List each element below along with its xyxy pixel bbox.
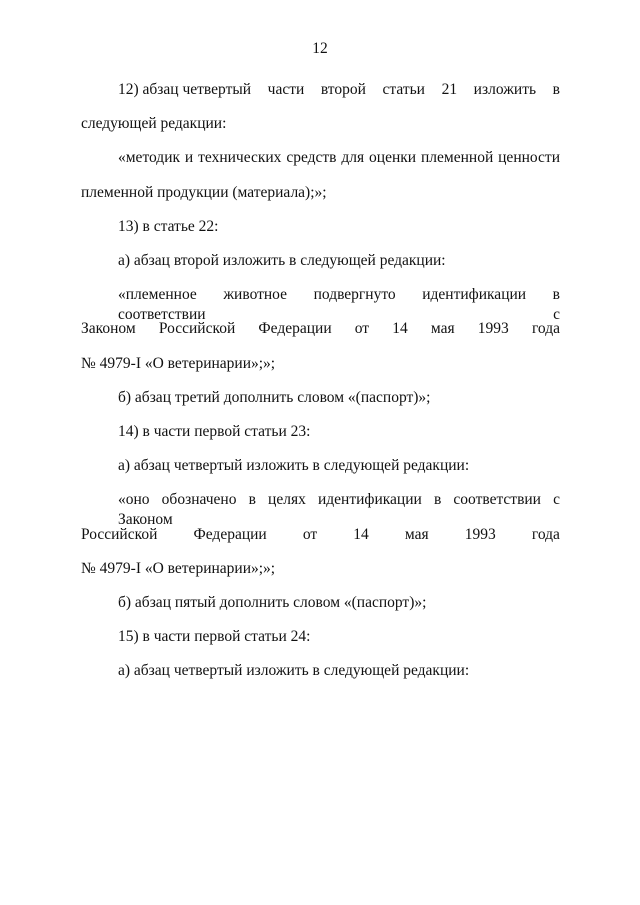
word: от <box>354 320 370 337</box>
text-line: а) абзац второй изложить в следующей редакции: <box>118 252 446 269</box>
text-line <box>118 80 560 100</box>
word: Законом <box>81 320 136 337</box>
word: 21 <box>441 81 458 98</box>
text-line: племенной продукции (материала);»; <box>81 184 327 201</box>
text-line: 14) в части первой статьи 23: <box>118 423 311 440</box>
word: второй <box>320 81 366 98</box>
text-line: «племенное животное подвергнуто идентификации в соответствии с <box>118 286 560 323</box>
text-line <box>81 319 560 339</box>
word: Федерации <box>193 526 267 543</box>
word: года <box>531 526 560 543</box>
text-line: 13) в статье 22: <box>118 218 219 235</box>
word: 1993 <box>477 320 509 337</box>
page-number: 12 <box>312 40 328 57</box>
word: мая <box>404 526 429 543</box>
word: в <box>552 81 560 98</box>
word: года <box>531 320 560 337</box>
text-line: 15) в части первой статьи 24: <box>118 628 311 645</box>
word: от <box>302 526 318 543</box>
word: мая <box>430 320 455 337</box>
text-line: б) абзац третий дополнить словом «(паспорт)»; <box>118 389 431 406</box>
word: Федерации <box>258 320 332 337</box>
word: 14 <box>353 526 369 543</box>
text-line: «оно обозначено в целях идентификации в соответствии с Законом <box>118 491 560 528</box>
text-line: № 4979-I «О ветеринарии»;»; <box>81 560 276 577</box>
word: Российской <box>158 320 236 337</box>
word: 1993 <box>464 526 496 543</box>
text-line: б) абзац пятый дополнить словом «(паспорт)»; <box>118 594 427 611</box>
word: изложить <box>473 81 537 98</box>
word: части <box>267 81 305 98</box>
text-line <box>81 525 560 545</box>
text-line: № 4979-I «О ветеринарии»;»; <box>81 355 276 372</box>
word: Российской <box>81 526 158 543</box>
text-line: «методик и технических средств для оценки племенной ценности <box>118 149 560 166</box>
word: 14 <box>392 320 408 337</box>
text-line: а) абзац четвертый изложить в следующей редакции: <box>118 662 470 679</box>
text-line: следующей редакции: <box>81 115 227 132</box>
text-line: а) абзац четвертый изложить в следующей редакции: <box>118 457 470 474</box>
word: 12) абзац четвертый <box>118 81 252 98</box>
word: статьи <box>382 81 425 98</box>
